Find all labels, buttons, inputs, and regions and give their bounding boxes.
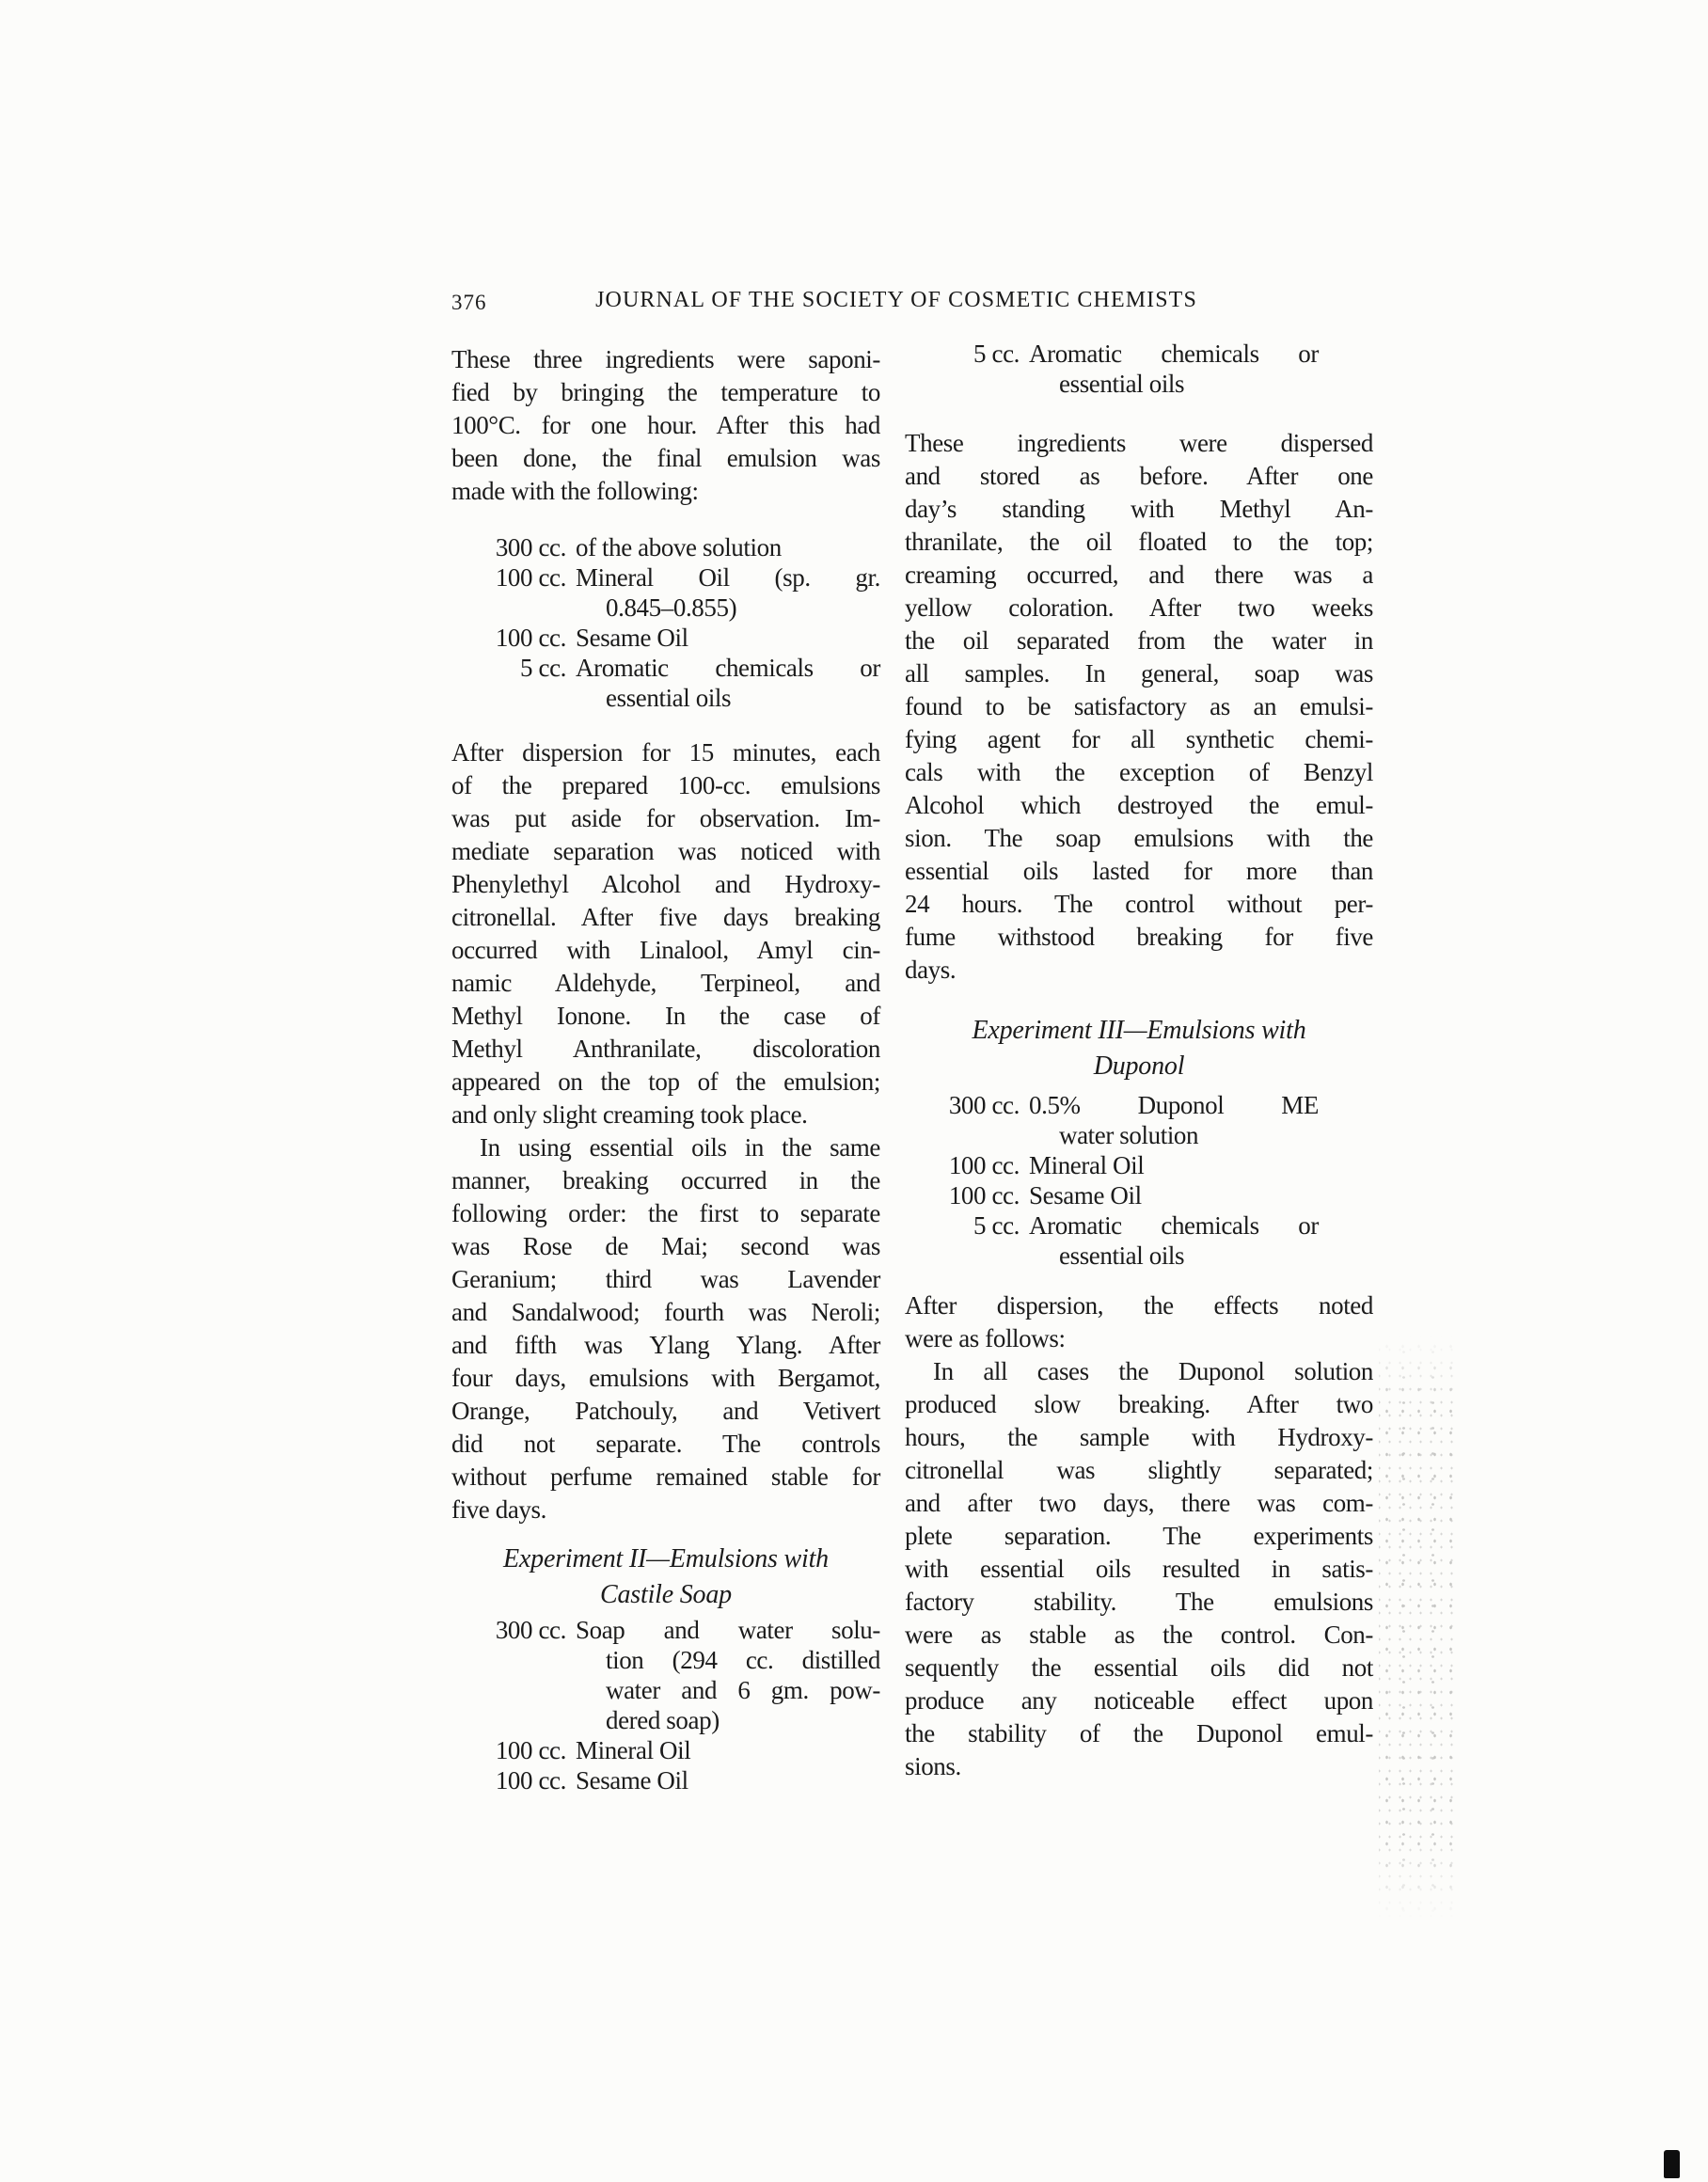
text-line: day’s standing with Methyl An- <box>905 495 1373 523</box>
text-line: and stored as before. After one <box>905 462 1373 490</box>
text-line: occurred with Linalool, Amyl cin- <box>451 936 880 964</box>
formula-row <box>480 532 880 562</box>
formula-row <box>480 623 880 653</box>
ink-mark-artifact <box>1664 2150 1680 2178</box>
text-line: These ingredients were dispersed <box>905 429 1373 457</box>
formula-ingredient <box>576 1735 880 1765</box>
text-line: 100°C. for one hour. After this had <box>451 411 880 439</box>
formula-ingredient <box>576 1765 880 1795</box>
text-line: without perfume remained stable for <box>451 1463 880 1491</box>
text-line: mediate separation was noticed with <box>451 837 880 865</box>
text-line: the stability of the Duponol emul- <box>905 1719 1373 1747</box>
formula-amount: 5 cc. <box>520 654 566 682</box>
text-line: cals with the exception of Benzyl <box>905 758 1373 786</box>
text-line: yellow coloration. After two weeks <box>905 593 1373 622</box>
text-line: essential oils <box>1059 1241 1185 1270</box>
formula-amount: 100 cc. <box>948 1181 1020 1210</box>
formula-row <box>933 1150 1319 1180</box>
scan-noise-artifact <box>1379 1336 1460 1919</box>
text-line: been done, the final emulsion was <box>451 444 880 472</box>
text-line: found to be satisfactory as an emulsi- <box>905 692 1373 720</box>
text-line: following order: the first to separate <box>451 1199 880 1227</box>
text-line: was Rose de Mai; second was <box>451 1232 880 1260</box>
heading-experiment-3 <box>905 1013 1373 1084</box>
text-line: factory stability. The emulsions <box>905 1588 1373 1616</box>
text-line: four days, emulsions with Bergamot, <box>451 1364 880 1392</box>
left-column <box>451 343 880 1795</box>
formula-ingredient <box>576 532 880 562</box>
text-line: Phenylethyl Alcohol and Hydroxy- <box>451 870 880 898</box>
text-line: Experiment II—Emulsions with <box>503 1544 829 1573</box>
formula-row <box>480 653 880 713</box>
text-line: Soap and water solu- <box>576 1616 880 1644</box>
formula-ingredient <box>576 623 880 653</box>
text-line: Methyl Ionone. In the case of <box>451 1002 880 1030</box>
formula-amount: 300 cc. <box>495 533 566 561</box>
text-line: was put aside for observation. Im- <box>451 804 880 832</box>
text-line: did not separate. The controls <box>451 1430 880 1458</box>
text-line: manner, breaking occurred in the <box>451 1166 880 1194</box>
text-line: In all cases the Duponol solution <box>933 1357 1373 1385</box>
text-line: appeared on the top of the emulsion; <box>451 1067 880 1096</box>
formula-row <box>933 1180 1319 1210</box>
formula-ingredient <box>576 562 880 623</box>
formula-row <box>933 1090 1319 1150</box>
text-line: tion (294 cc. distilled <box>606 1646 880 1674</box>
formula-amount: 300 cc. <box>495 1616 566 1644</box>
text-line: In using essential oils in the same <box>480 1133 880 1162</box>
page-number: 376 <box>451 291 487 314</box>
text-line: dered soap) <box>606 1706 720 1734</box>
text-line: with essential oils resulted in satis- <box>905 1555 1373 1583</box>
formula-amount: 300 cc. <box>948 1091 1020 1119</box>
formula-row <box>480 1735 880 1765</box>
formula-ingredient <box>576 1615 880 1735</box>
text-line: Mineral Oil <box>1029 1151 1145 1179</box>
text-line: hours, the sample with Hydroxy- <box>905 1423 1373 1451</box>
paragraph-dispersed-stored <box>905 427 1373 987</box>
paragraph-duponol-results <box>905 1355 1373 1783</box>
text-line: essential oils <box>606 684 732 712</box>
text-line: and Sandalwood; fourth was Neroli; <box>451 1298 880 1326</box>
text-line: Sesame Oil <box>576 1766 688 1795</box>
formula-row <box>480 1765 880 1795</box>
text-line: five days. <box>451 1495 546 1524</box>
text-line: produced slow breaking. After two <box>905 1390 1373 1418</box>
text-line: of the prepared 100-cc. emulsions <box>451 771 880 799</box>
text-line: creaming occurred, and there was a <box>905 561 1373 589</box>
text-line: produce any noticeable effect upon <box>905 1686 1373 1715</box>
formula-row <box>480 1615 880 1735</box>
text-line: the oil separated from the water in <box>905 626 1373 655</box>
text-line: Sesame Oil <box>576 624 688 652</box>
text-line: were as stable as the control. Con- <box>905 1621 1373 1649</box>
text-line: and fifth was Ylang Ylang. After <box>451 1331 880 1359</box>
formula-ingredient <box>1029 1210 1319 1271</box>
text-line: Aromatic chemicals or <box>1029 340 1319 368</box>
text-line: 24 hours. The control without per- <box>905 890 1373 918</box>
formula-row <box>480 562 880 623</box>
text-line: Geranium; third was Lavender <box>451 1265 880 1293</box>
text-line: Aromatic chemicals or <box>1029 1211 1319 1240</box>
formula-list-experiment2-continued <box>933 339 1319 399</box>
formula-amount: 100 cc. <box>495 1766 566 1795</box>
text-line: plete separation. The experiments <box>905 1522 1373 1550</box>
text-line: fume withstood breaking for five <box>905 923 1373 951</box>
formula-amount: 100 cc. <box>495 563 566 592</box>
text-line: namic Aldehyde, Terpineol, and <box>451 969 880 997</box>
text-line: water solution <box>1059 1121 1199 1149</box>
text-line: all samples. In general, soap was <box>905 659 1373 688</box>
formula-ingredient <box>576 653 880 713</box>
text-line: fied by bringing the temperature to <box>451 378 880 406</box>
text-line: of the above solution <box>576 533 782 561</box>
formula-amount: 100 cc. <box>495 1736 566 1764</box>
formula-ingredient <box>1029 1090 1319 1150</box>
text-line: 0.845–0.855) <box>606 593 737 622</box>
text-line: and only slight creaming took place. <box>451 1100 808 1129</box>
text-line: Methyl Anthranilate, discoloration <box>451 1035 880 1063</box>
paragraph-after-dispersion <box>905 1289 1373 1355</box>
text-line: 0.5% Duponol ME <box>1029 1091 1319 1119</box>
paragraph-dispersion-results <box>451 736 880 1131</box>
formula-list-experiment1 <box>480 532 880 713</box>
text-line: sion. The soap emulsions with the <box>905 824 1373 852</box>
formula-amount: 5 cc. <box>973 1211 1020 1240</box>
text-line: made with the following: <box>451 477 699 505</box>
text-line: essential oils lasted for more than <box>905 857 1373 885</box>
formula-list-experiment2 <box>480 1615 880 1795</box>
paragraph-essential-oils <box>451 1131 880 1526</box>
formula-ingredient <box>1029 339 1319 399</box>
text-line: sions. <box>905 1752 961 1780</box>
text-line: and after two days, there was com- <box>905 1489 1373 1517</box>
text-line: Orange, Patchouly, and Vetivert <box>451 1397 880 1425</box>
text-line: After dispersion, the effects noted <box>905 1291 1373 1320</box>
formula-ingredient <box>1029 1150 1319 1180</box>
page-header <box>451 288 1373 327</box>
text-line: citronellal. After five days breaking <box>451 903 880 931</box>
formula-row <box>933 339 1319 399</box>
text-line: Mineral Oil (sp. gr. <box>576 563 880 592</box>
text-line: Castile Soap <box>600 1580 732 1609</box>
text-line: Alcohol which destroyed the emul- <box>905 791 1373 819</box>
text-line: Experiment III—Emulsions with <box>972 1016 1306 1045</box>
formula-ingredient <box>1029 1180 1319 1210</box>
formula-row <box>933 1210 1319 1271</box>
text-line: After dispersion for 15 minutes, each <box>451 738 880 767</box>
text-line: Duponol <box>1093 1051 1185 1081</box>
formula-amount: 5 cc. <box>973 340 1020 368</box>
text-line: Mineral Oil <box>576 1736 691 1764</box>
text-line: days. <box>905 956 957 984</box>
text-line: fying agent for all synthetic chemi- <box>905 725 1373 753</box>
text-line: essential oils <box>1059 370 1185 398</box>
text-line: citronellal was slightly separated; <box>905 1456 1373 1484</box>
formula-amount: 100 cc. <box>495 624 566 652</box>
text-line: sequently the essential oils did not <box>905 1653 1373 1682</box>
text-line: water and 6 gm. pow- <box>606 1676 880 1704</box>
text-line: Sesame Oil <box>1029 1181 1142 1210</box>
paragraph-saponified <box>451 343 880 508</box>
formula-list-experiment3 <box>933 1090 1319 1271</box>
text-line: Aromatic chemicals or <box>576 654 880 682</box>
formula-amount: 100 cc. <box>948 1151 1020 1179</box>
text-line: thranilate, the oil floated to the top; <box>905 528 1373 556</box>
journal-title: JOURNAL OF THE SOCIETY OF COSMETIC CHEMISTS <box>595 288 1197 312</box>
text-line: were as follows: <box>905 1324 1066 1352</box>
text-line: These three ingredients were saponi- <box>451 345 880 373</box>
right-column <box>905 339 1373 1783</box>
heading-experiment-2 <box>451 1542 880 1613</box>
